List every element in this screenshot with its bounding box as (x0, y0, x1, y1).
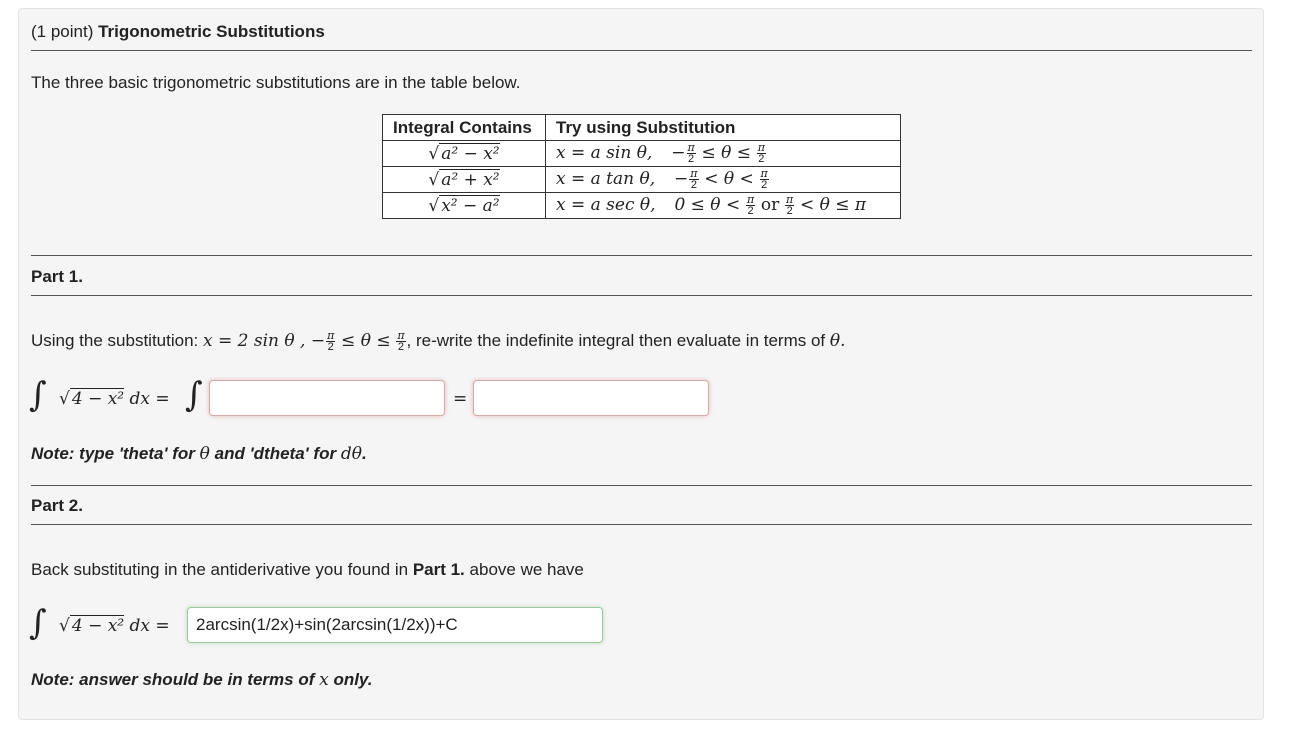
part1-integrand: √ 4 − x² dx = (59, 389, 170, 409)
part2-label: Part 2. (31, 496, 83, 515)
part1-answer-input-2[interactable] (473, 380, 709, 416)
part2-note: Note: answer should be in terms of x only. (31, 670, 373, 690)
divider (31, 255, 1252, 256)
part1-label: Part 1. (31, 267, 83, 286)
pi-over-2: $\frac{\pi}{2}$ (786, 193, 794, 218)
part2-integrand: √ 4 − x² dx = (59, 616, 170, 636)
divider (31, 485, 1252, 486)
table-cell-contains: √ a² + x² (383, 167, 546, 193)
part1-note: Note: type 'theta' for θ and 'dtheta' for dθ. (31, 444, 367, 464)
table-cell-substitution: x = a sin θ, − $\frac{\pi}{2}$ ≤ θ ≤ $\frac{\pi}{2}$ (546, 141, 901, 167)
divider (31, 295, 1252, 296)
divider (31, 524, 1252, 525)
table-cell-contains: √ a² − x² (383, 141, 546, 167)
pi-over-2: $\frac{\pi}{2}$ (687, 141, 695, 166)
integral-sign-icon: ∫ (185, 375, 203, 415)
pi-over-2: $\frac{\pi}{2}$ (757, 141, 765, 166)
part2-answer-input[interactable]: 2arcsin(1/2x)+sin(2arcsin(1/2x))+C (187, 607, 603, 643)
points-label: (1 point) (31, 22, 94, 41)
table-row (383, 193, 901, 219)
table-header-contains: Integral Contains (383, 115, 546, 141)
problem-title: Trigonometric Substitutions (98, 22, 325, 41)
equals-sign: = (453, 389, 468, 409)
table-header-row (383, 115, 901, 141)
table-row (383, 167, 901, 193)
pi-over-2: $\frac{\pi}{2}$ (690, 167, 698, 192)
pi-over-2: $\frac{\pi}{2}$ (327, 329, 335, 354)
intro-text: The three basic trigonometric substitutions are in the table below. (31, 73, 521, 92)
table-cell-substitution: x = a tan θ, − $\frac{\pi}{2}$ < θ < $\frac{\pi}{2}$ (546, 167, 901, 193)
part1-answer-input-1[interactable] (209, 380, 445, 416)
problem-header (31, 22, 325, 42)
integral-sign-icon: ∫ (29, 375, 47, 415)
substitution-table (382, 114, 901, 219)
divider (31, 50, 1252, 51)
pi-over-2: $\frac{\pi}{2}$ (746, 193, 755, 218)
pi-over-2: $\frac{\pi}{2}$ (397, 329, 405, 354)
part2-instructions: Back substituting in the antiderivative you found in Part 1. above we have (31, 560, 584, 579)
pi-over-2: $\frac{\pi}{2}$ (760, 167, 768, 192)
table-cell-contains: √ x² − a² (383, 193, 546, 219)
table-cell-substitution: x = a sec θ, 0 ≤ θ < $\frac{\pi}{2}$ or $\frac{\pi}{2}$ < θ ≤ π (546, 193, 901, 219)
problem-panel (18, 8, 1264, 720)
table-header-substitution: Try using Substitution (546, 115, 901, 141)
integral-sign-icon: ∫ (29, 603, 47, 643)
table-row (383, 141, 901, 167)
part1-instructions: Using the substitution: x = 2 sin θ , − $\frac{\pi}{2}$ ≤ θ ≤ $\frac{\pi}{2}$ , re-write the indefinite integral then evaluate in terms of θ. (31, 329, 846, 354)
